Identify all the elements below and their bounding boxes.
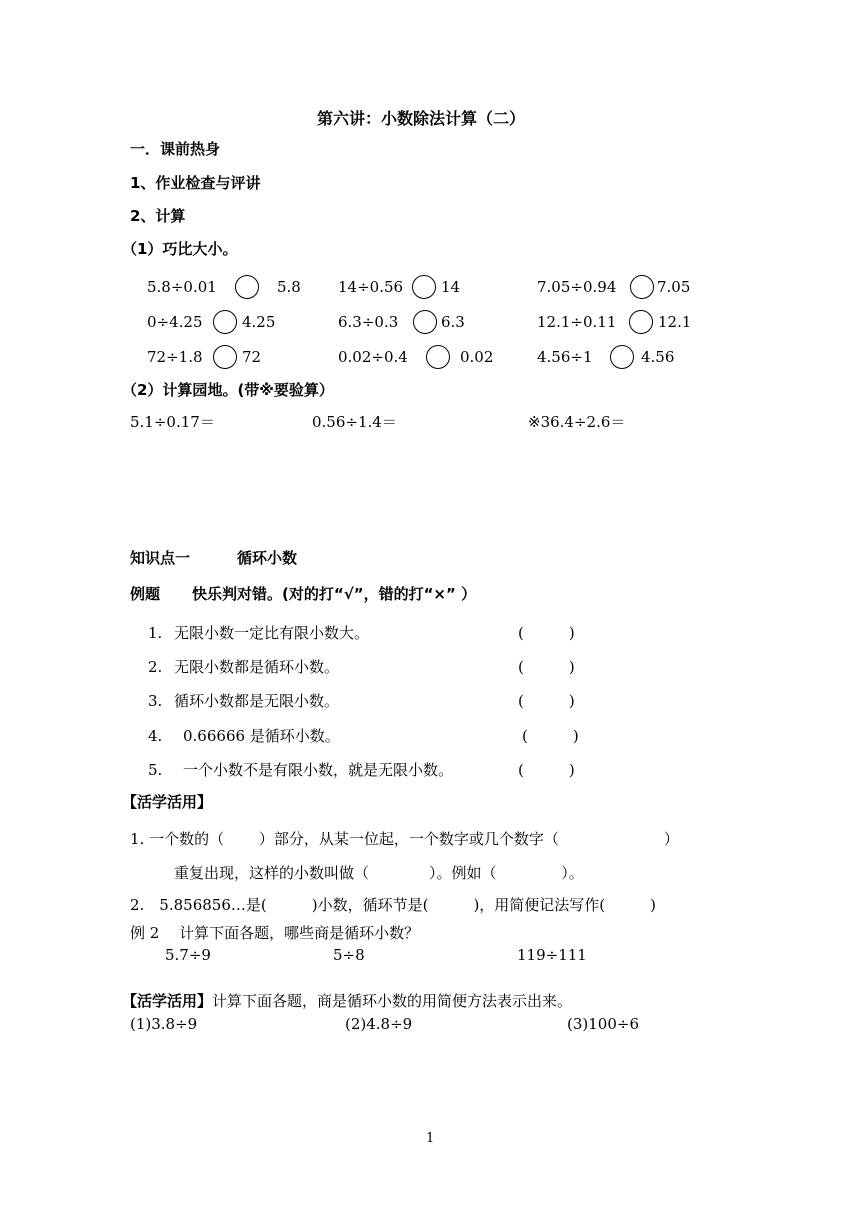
subsection-homework: 1、作业检查与评讲 — [130, 174, 261, 192]
compare-value: 0.02 — [460, 348, 494, 366]
garden-problem: 0.56÷1.4＝ — [312, 413, 397, 431]
compare-answer-circle[interactable] — [213, 310, 237, 334]
judge-text: 循环小数都是无限小数。 — [174, 692, 340, 710]
compare-answer-circle[interactable] — [610, 345, 634, 369]
knowledge-point-name: 循环小数 — [237, 549, 298, 567]
apply-2-heading: 【活学活用】 — [122, 992, 213, 1010]
garden-problem: ※36.4÷2.6＝ — [528, 413, 626, 431]
apply-heading: 【活学活用】 — [122, 793, 213, 811]
compare-expr: 12.1÷0.11 — [537, 313, 617, 331]
example-2-problem: 5.7÷9 — [165, 946, 211, 964]
compare-answer-circle[interactable] — [235, 275, 259, 299]
garden-problem: 5.1÷0.17＝ — [130, 413, 215, 431]
judge-answer-blank[interactable]: ( ) — [522, 727, 579, 745]
compare-expr: 5.8÷0.01 — [147, 278, 217, 296]
example-instruction: 快乐判对错。(对的打“√”，错的打“×” ） — [192, 585, 477, 603]
compare-answer-circle[interactable] — [213, 345, 237, 369]
judge-text: 一个小数不是有限小数，就是无限小数。 — [183, 761, 454, 779]
compare-heading: （1）巧比大小。 — [122, 240, 238, 258]
compare-expr: 6.3÷0.3 — [338, 313, 399, 331]
example-2-problem: 119÷111 — [517, 946, 587, 964]
page-number: 1 — [426, 1131, 435, 1146]
judge-num: 2. — [148, 658, 163, 676]
compare-expr: 0÷4.25 — [147, 313, 203, 331]
compare-answer-circle[interactable] — [412, 275, 436, 299]
compare-answer-circle[interactable] — [413, 310, 437, 334]
apply-2-problem: (3)100÷6 — [567, 1015, 639, 1033]
compare-expr: 7.05÷0.94 — [537, 278, 617, 296]
compare-expr: 72÷1.8 — [147, 348, 203, 366]
example-2-instruction: 例 2 计算下面各题，哪些商是循环小数？ — [130, 924, 420, 942]
apply-2-problem: (2)4.8÷9 — [345, 1015, 413, 1033]
example-2-problem: 5÷8 — [333, 946, 365, 964]
judge-answer-blank[interactable]: ( ) — [518, 692, 575, 710]
page-title: 第六讲：小数除法计算（二） — [317, 109, 526, 128]
garden-heading: （2）计算园地。(带※要验算） — [122, 381, 334, 399]
fill-blank-question-1-line-1: 1. 一个数的（ ）部分，从某一位起，一个数字或几个数字（ ） — [130, 830, 679, 848]
compare-expr: 4.56÷1 — [537, 348, 593, 366]
compare-expr: 14÷0.56 — [338, 278, 404, 296]
compare-value: 6.3 — [441, 313, 465, 331]
compare-value: 7.05 — [657, 278, 691, 296]
compare-answer-circle[interactable] — [630, 275, 654, 299]
compare-answer-circle[interactable] — [629, 310, 653, 334]
judge-answer-blank[interactable]: ( ) — [518, 624, 575, 642]
judge-text: 0.66666 是循环小数。 — [183, 727, 340, 745]
compare-value: 4.25 — [242, 313, 276, 331]
judge-text: 无限小数一定比有限小数大。 — [174, 624, 370, 642]
apply-2-instruction: 计算下面各题，商是循环小数的用简便方法表示出来。 — [212, 992, 573, 1010]
apply-2-row — [122, 991, 572, 1011]
compare-value: 12.1 — [658, 313, 692, 331]
fill-blank-question-2: 2. 5.856856…是( )小数，循环节是( )，用简便记法写作( ) — [130, 896, 656, 914]
compare-expr: 0.02÷0.4 — [338, 348, 408, 366]
subsection-calculate: 2、计算 — [130, 207, 186, 225]
judge-text: 无限小数都是循环小数。 — [174, 658, 340, 676]
compare-value: 14 — [441, 278, 461, 296]
judge-num: 3. — [148, 692, 163, 710]
compare-value: 5.8 — [277, 278, 301, 296]
compare-answer-circle[interactable] — [426, 345, 450, 369]
judge-num: 1. — [148, 624, 163, 642]
judge-answer-blank[interactable]: ( ) — [518, 761, 575, 779]
example-label: 例题 — [130, 585, 161, 603]
apply-2-problem: (1)3.8÷9 — [130, 1015, 198, 1033]
judge-num: 5. — [148, 761, 163, 779]
knowledge-point-label: 知识点一 — [130, 549, 191, 567]
compare-value: 4.56 — [641, 348, 675, 366]
section-heading-warmup: 一．课前热身 — [130, 140, 221, 158]
judge-answer-blank[interactable]: ( ) — [518, 658, 575, 676]
compare-value: 72 — [242, 348, 262, 366]
judge-num: 4. — [148, 727, 163, 745]
fill-blank-question-1-line-2: 重复出现，这样的小数叫做（ ）。例如（ ）。 — [174, 864, 584, 882]
